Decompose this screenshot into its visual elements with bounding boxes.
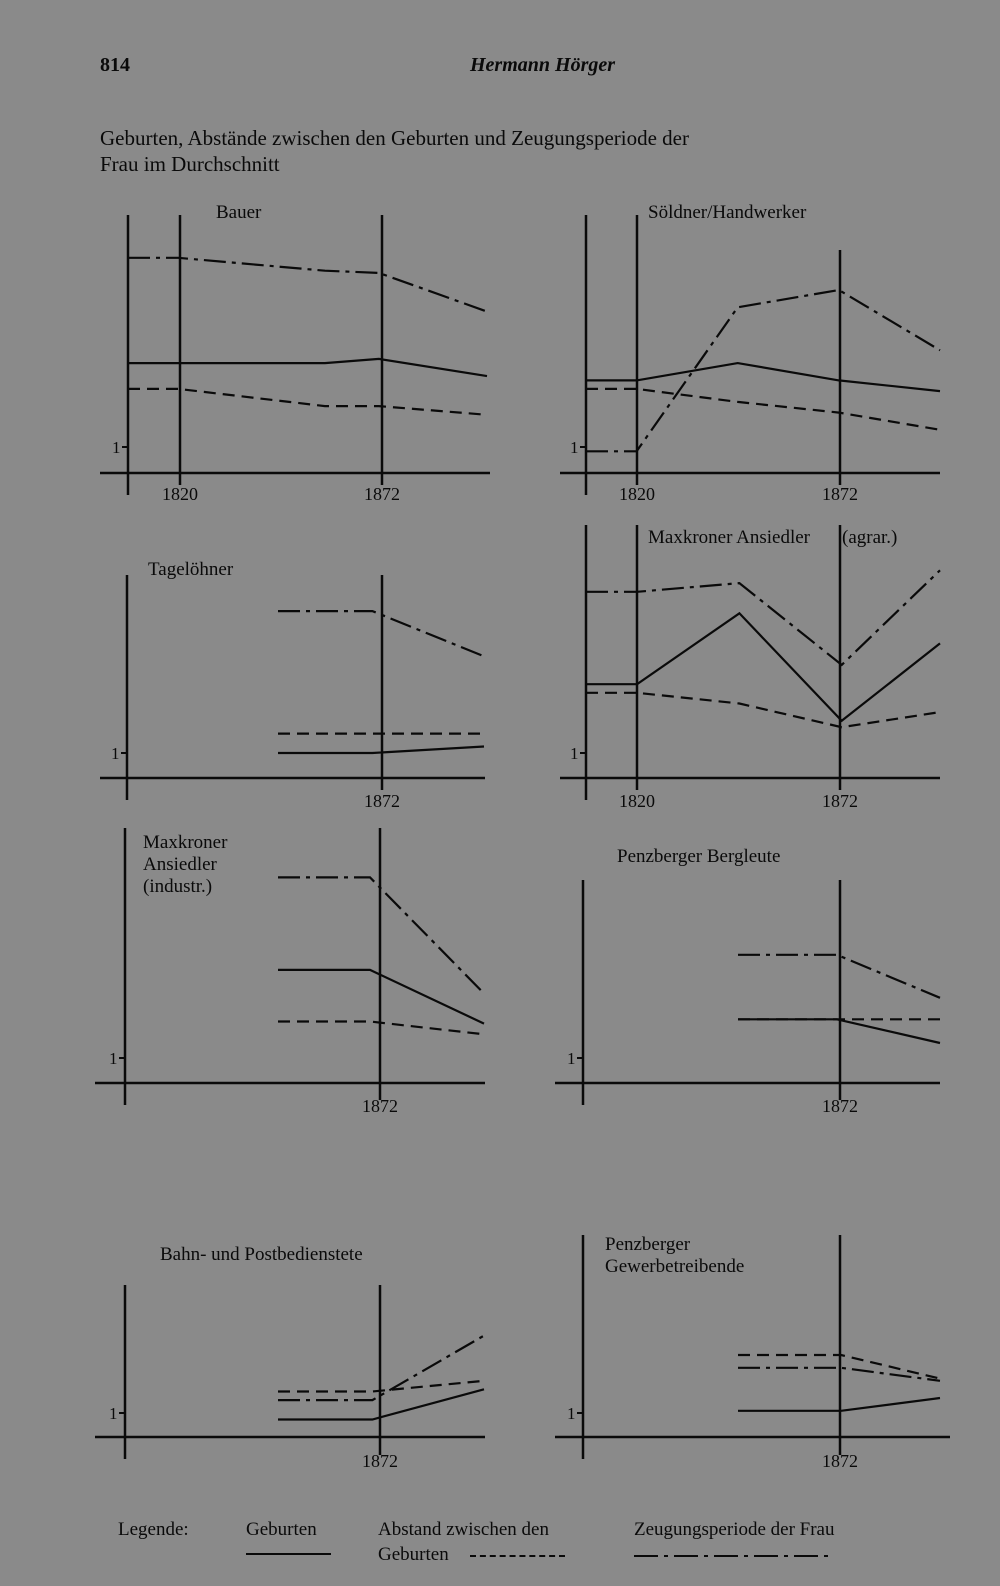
y-tick-label: 1 <box>112 438 121 457</box>
panel-title: Gewerbetreibende <box>605 1256 745 1277</box>
chart-panel <box>560 202 940 504</box>
x-tick-label: 1872 <box>362 1451 398 1471</box>
y-tick-label: 1 <box>570 744 579 763</box>
panel-title: Penzberger <box>605 1234 691 1255</box>
x-tick-label: 1872 <box>822 1096 858 1116</box>
legend <box>0 1518 1000 1578</box>
series-line-zeugung <box>586 290 940 451</box>
page-number: 814 <box>100 54 130 76</box>
chart-panel <box>560 525 940 811</box>
panel-title: Maxkroner Ansiedler <box>648 527 810 548</box>
legend-label: Legende: <box>118 1519 189 1540</box>
chart-panel <box>95 828 485 1116</box>
y-tick-label: 1 <box>109 1049 118 1068</box>
legend-geburten-line <box>246 1553 331 1555</box>
panel-title: (industr.) <box>143 876 213 897</box>
series-line-zeugung <box>128 258 487 312</box>
panel-title: Penzberger Bergleute <box>617 846 781 867</box>
x-tick-label: 1872 <box>362 1096 398 1116</box>
legend-abstand-label-1: Abstand zwischen den <box>378 1519 549 1540</box>
x-tick-label: 1872 <box>822 484 858 504</box>
series-line-geburten <box>586 363 940 391</box>
y-tick-label: 1 <box>111 744 120 763</box>
legend-zeugung-line <box>634 1546 834 1573</box>
x-tick-label: 1872 <box>822 1451 858 1471</box>
series-line-geburten <box>128 359 487 376</box>
x-tick-label: 1820 <box>162 484 198 504</box>
x-tick-label: 1872 <box>364 484 400 504</box>
panel-title: Söldner/Handwerker <box>648 202 807 223</box>
running-head: Hermann Hörger <box>470 54 616 76</box>
chart-panel <box>555 1234 950 1471</box>
series-line-abstand <box>128 389 487 415</box>
chart-panel <box>95 1244 485 1471</box>
panel-title: Maxkroner <box>143 832 228 853</box>
panel-title: Ansiedler <box>143 854 217 875</box>
x-tick-label: 1820 <box>619 791 655 811</box>
x-tick-label: 1872 <box>364 791 400 811</box>
series-line-abstand <box>586 389 940 430</box>
x-tick-label: 1820 <box>619 484 655 504</box>
legend-abstand-line <box>470 1555 565 1557</box>
legend-abstand-label-2: Geburten <box>378 1544 449 1565</box>
y-tick-label: 1 <box>570 438 579 457</box>
legend-geburten-label: Geburten <box>246 1519 317 1540</box>
series-line-zeugung <box>586 570 940 665</box>
legend-zeugung-label: Zeugungsperiode der Frau <box>634 1519 835 1540</box>
series-line-abstand <box>586 693 940 727</box>
panel-title-extra: (agrar.) <box>842 527 898 548</box>
figure-title-line-1: Geburten, Abstände zwischen den Geburten und Zeugungsperiode der <box>100 126 689 150</box>
legend-zeugung-dashdot <box>634 1546 834 1566</box>
panel-title: Tagelöhner <box>148 559 234 580</box>
chart-panel <box>555 846 940 1116</box>
chart-panel <box>100 202 490 504</box>
panel-title: Bahn- und Postbedienstete <box>160 1244 363 1265</box>
figure-title-line-2: Frau im Durchschnitt <box>100 152 280 176</box>
y-tick-label: 1 <box>567 1404 576 1423</box>
chart-panel <box>100 559 485 811</box>
y-tick-label: 1 <box>109 1404 118 1423</box>
y-tick-label: 1 <box>567 1049 576 1068</box>
panel-title: Bauer <box>216 202 262 223</box>
x-tick-label: 1872 <box>822 791 858 811</box>
series-line-geburten <box>586 613 940 721</box>
